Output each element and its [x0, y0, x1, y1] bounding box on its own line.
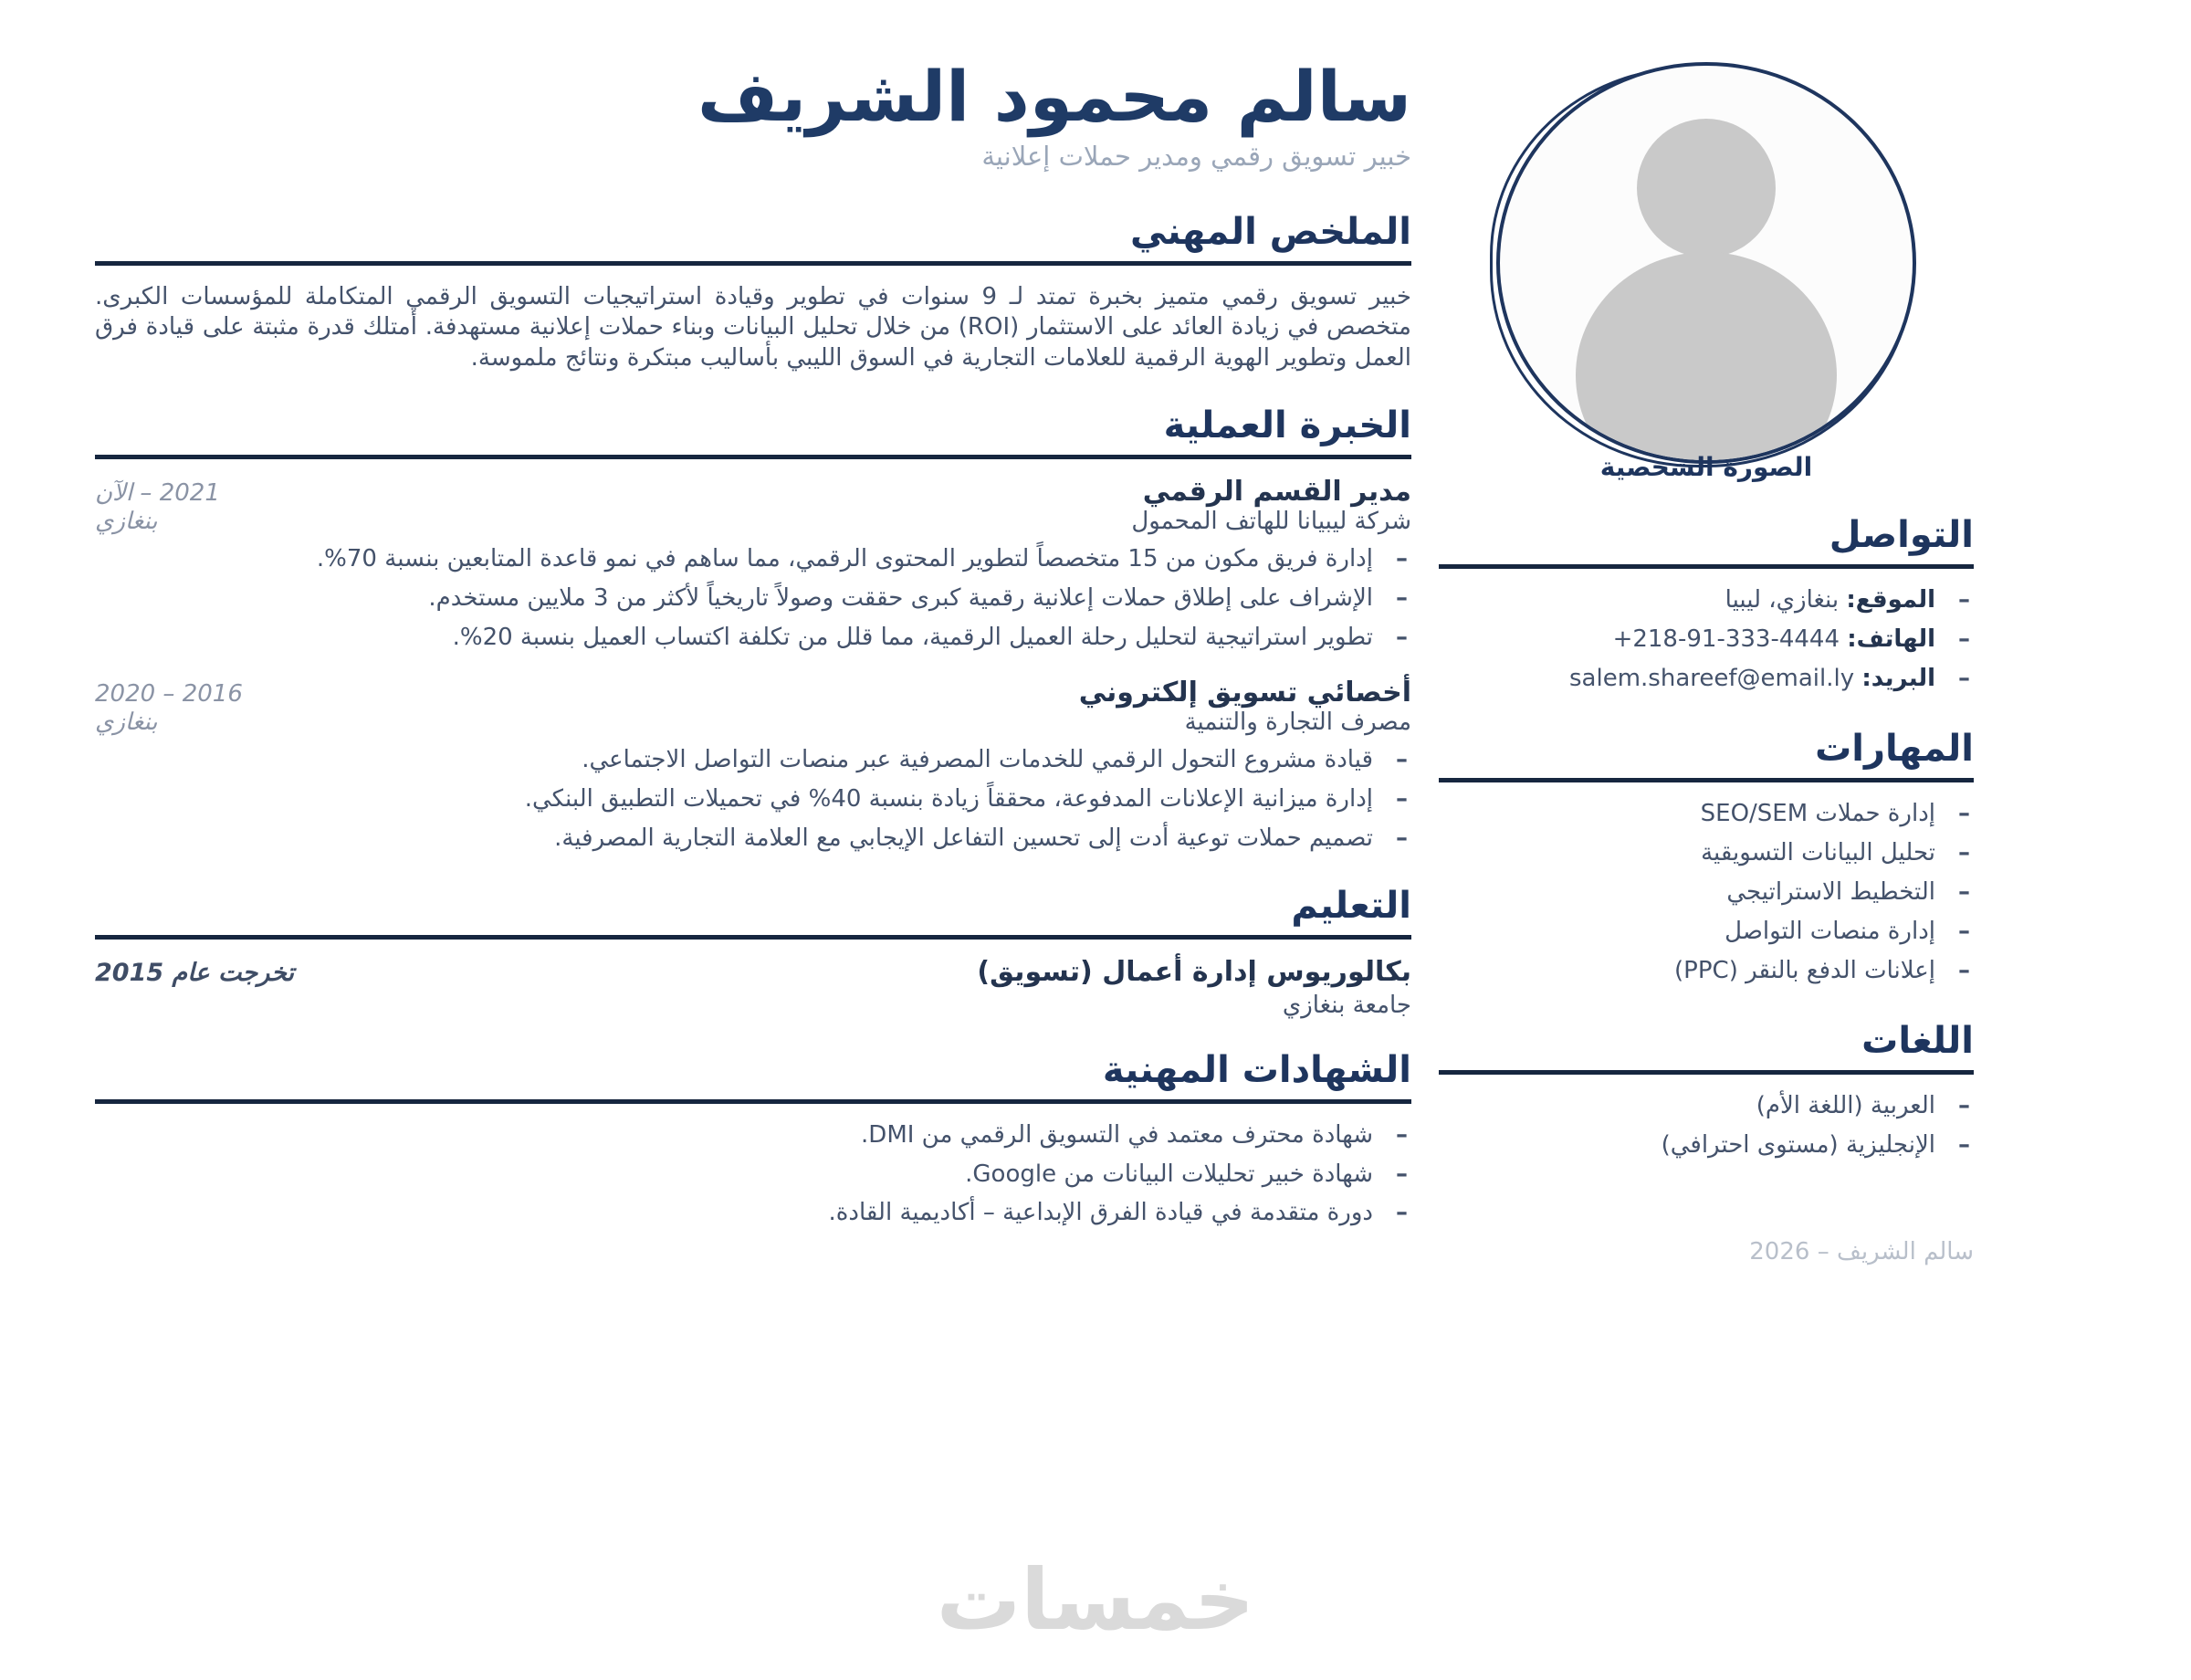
graduation-year: تخرجت عام 2015	[95, 958, 295, 987]
skills-heading: المهارات	[1439, 727, 1974, 782]
contact-item-location	[1439, 585, 1974, 616]
skills-section	[1439, 727, 1974, 986]
phone-value: +218-91-333-4444	[1612, 625, 1840, 653]
certification-item: – دورة متقدمة في قيادة الفرق الإبداعية – أكاديمية القادة.	[95, 1198, 1411, 1229]
contact-list	[1439, 585, 1974, 694]
skill-item: – تحليل البيانات التسويقية	[1439, 838, 1974, 869]
contact-label: الهاتف:	[1847, 625, 1935, 653]
experience-heading: الخبرة العملية	[95, 404, 1411, 459]
candidate-name: سالم محمود الشريف	[697, 56, 1411, 137]
job-sub	[95, 709, 1411, 736]
school-name: جامعة بنغازي	[1282, 991, 1411, 1019]
job-title: أخصائي تسويق إلكتروني	[1078, 677, 1411, 709]
language-item: – العربية (اللغة الأم)	[1439, 1091, 1974, 1122]
profile-photo-frame	[1496, 62, 1916, 464]
contact-item-email	[1439, 664, 1974, 695]
cv-content	[95, 58, 1974, 1265]
job-bullet: – تطوير استراتيجية لتحليل رحلة العميل الرقمية، مما قلل من تكلفة اكتساب العميل بنسبة 20%.	[95, 623, 1411, 654]
job-bullets	[95, 745, 1411, 854]
job-company: مصرف التجارة والتنمية	[1184, 709, 1411, 737]
contact-item-phone	[1439, 625, 1974, 656]
languages-list	[1439, 1091, 1974, 1161]
contact-label: البريد:	[1861, 664, 1935, 692]
contact-section	[1439, 513, 1974, 694]
job-sub	[95, 508, 1411, 535]
education-section	[95, 884, 1411, 1019]
sidebar	[1439, 58, 1974, 1265]
experience-section	[95, 404, 1411, 855]
certification-item: – شهادة خبير تحليلات البيانات من Google.	[95, 1160, 1411, 1191]
job-location: بنغازي	[95, 507, 158, 535]
cv-header	[95, 58, 1411, 172]
job-bullet: – الإشراف على إطلاق حملات إعلانية رقمية كبرى حققت وصولاً تاريخياً لأكثر من 3 ملايين مستخدم.	[95, 583, 1411, 614]
skill-item: – إدارة منصات التواصل	[1439, 917, 1974, 948]
job-bullets	[95, 544, 1411, 653]
email-value: salem.shareef@email.ly	[1569, 664, 1855, 692]
photo-caption: الصورة الشخصية	[1599, 452, 1813, 482]
skill-item: – التخطيط الاستراتيجي	[1439, 877, 1974, 908]
job-entry	[95, 677, 1411, 854]
person-silhouette-body	[1576, 252, 1837, 464]
summary-text: خبير تسويق رقمي متميز بخبرة تمتد لـ 9 سنوات في تطوير وقيادة استراتيجيات التسويق الرقمي المتكاملة للمؤسسات الكبرى. متخصص في زيادة العائد على الاستثمار (ROI) من خلال تحليل البيانات وبناء حملات إعلانية مستهدفة. أمتلك قدرة مثبتة على قيادة فرق العمل وتطوير الهوية الرقمية للعلامات التجارية في السوق الليبي بأساليب مبتكرة ونتائج ملموسة.	[95, 282, 1411, 373]
khamsat-watermark: خمسات	[936, 1551, 1255, 1649]
education-head	[95, 956, 1411, 988]
certifications-heading: الشهادات المهنية	[95, 1048, 1411, 1104]
education-heading: التعليم	[95, 884, 1411, 940]
contact-heading: التواصل	[1439, 513, 1974, 569]
contact-value: بنغازي، ليبيا	[1724, 586, 1840, 614]
job-head	[95, 476, 1411, 508]
languages-section	[1439, 1019, 1974, 1161]
contact-label: الموقع:	[1846, 586, 1935, 614]
job-dates: 2021 – الآن	[95, 478, 220, 507]
main-column	[95, 58, 1411, 1265]
job-title: مدير القسم الرقمي	[1142, 475, 1411, 508]
job-dates: 2016 – 2020	[95, 680, 243, 709]
job-bullet: – قيادة مشروع التحول الرقمي للخدمات المصرفية عبر منصات التواصل الاجتماعي.	[95, 745, 1411, 776]
job-bullet: – إدارة ميزانية الإعلانات المدفوعة، محققاً زيادة بنسبة 40% في تحميلات التطبيق البنكي.	[95, 784, 1411, 815]
footer-note: سالم الشريف – 2026	[1749, 1237, 1974, 1265]
languages-heading: اللغات	[1439, 1019, 1974, 1075]
candidate-title: خبير تسويق رقمي ومدير حملات إعلانية	[981, 140, 1411, 172]
certifications-list	[95, 1120, 1411, 1229]
skill-item: – إدارة حملات SEO/SEM	[1439, 799, 1974, 830]
job-company: شركة ليبيانا للهاتف المحمول	[1131, 507, 1411, 535]
person-silhouette-icon	[1637, 119, 1776, 257]
job-bullet: – تصميم حملات توعية أدت إلى تحسين التفاعل الإيجابي مع العلامة التجارية المصرفية.	[95, 824, 1411, 855]
skills-list	[1439, 799, 1974, 986]
job-entry	[95, 476, 1411, 653]
certifications-section	[95, 1048, 1411, 1229]
summary-heading: الملخص المهني	[95, 210, 1411, 266]
skill-item: – إعلانات الدفع بالنقر (PPC)	[1439, 956, 1974, 987]
degree-title: بكالوريوس إدارة أعمال (تسويق)	[977, 955, 1411, 988]
language-item: – الإنجليزية (مستوى احترافي)	[1439, 1130, 1974, 1161]
job-bullet: – إدارة فريق مكون من 15 متخصصاً لتطوير المحتوى الرقمي، مما ساهم في نمو قاعدة المتابعين بنسبة 70%.	[95, 544, 1411, 575]
job-head	[95, 677, 1411, 709]
certification-item: – شهادة محترف معتمد في التسويق الرقمي من DMI.	[95, 1120, 1411, 1151]
profile-photo	[1496, 62, 1916, 489]
job-location: بنغازي	[95, 709, 158, 737]
summary-section	[95, 210, 1411, 374]
